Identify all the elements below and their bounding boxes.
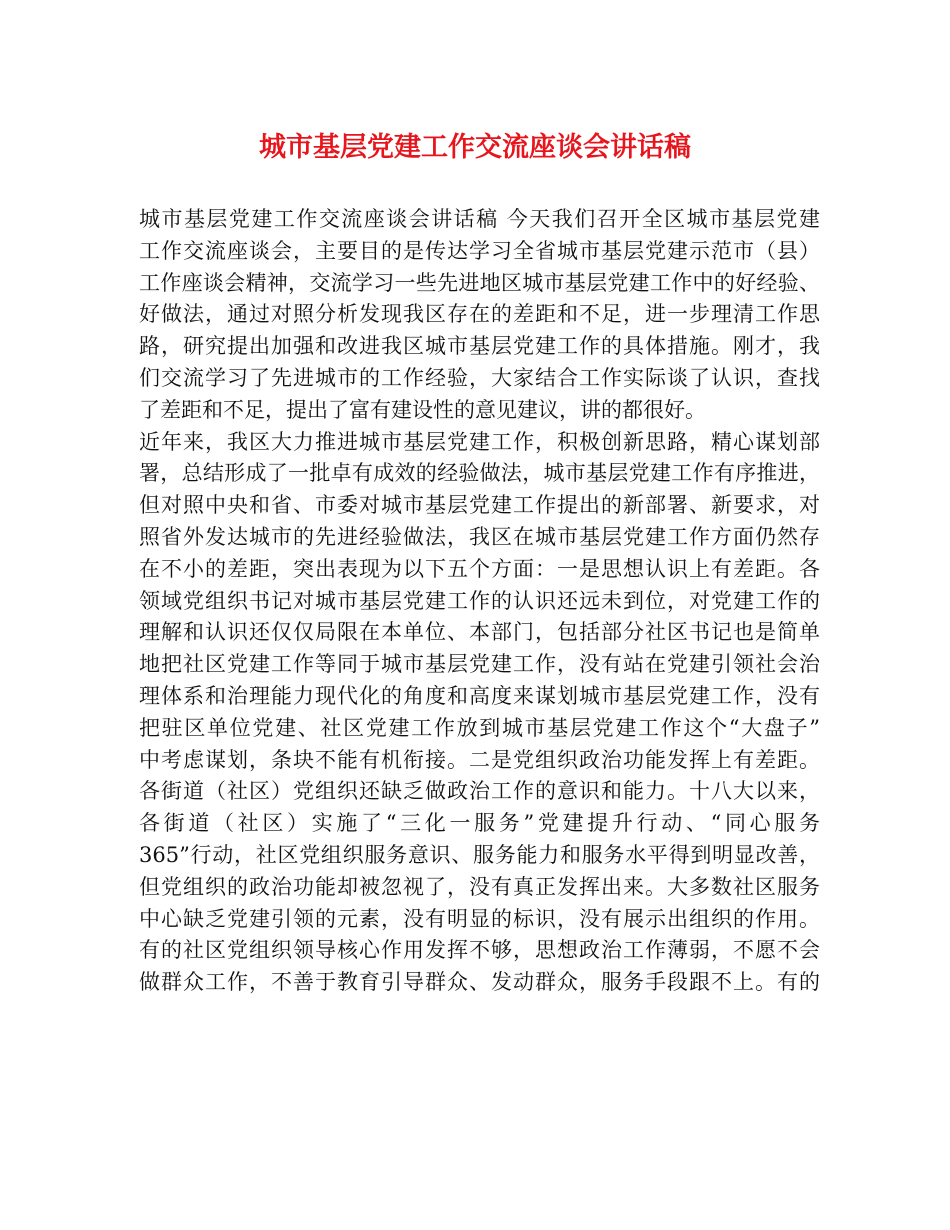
text-line: 好做法，通过对照分析发现我区存在的差距和不足，进一步理清工作思 xyxy=(139,302,820,327)
text-line: 各街道（社区）实施了“三化一服务”党建提升行动、“同心服务 xyxy=(139,811,820,836)
text-line: 做群众工作，不善于教育引导群众、发动群众，服务手段跟不上。有的 xyxy=(139,970,820,995)
text-line: 署，总结形成了一批卓有成效的经验做法，城市基层党建工作有序推进， xyxy=(139,461,820,486)
text-line: 理体系和治理能力现代化的角度和高度来谋划城市基层党建工作，没有 xyxy=(139,683,820,708)
paragraph-2 xyxy=(139,427,820,999)
text-line: 理解和认识还仅仅局限在本单位、本部门，包括部分社区书记也是简单 xyxy=(139,620,820,645)
text-line: 照省外发达城市的先进经验做法，我区在城市基层党建工作方面仍然存 xyxy=(139,524,820,549)
document-title: 城市基层党建工作交流座谈会讲话稿 xyxy=(259,132,691,163)
text-line: 们交流学习了先进城市的工作经验，大家结合工作实际谈了认识，查找 xyxy=(139,365,820,390)
text-line: 有的社区党组织领导核心作用发挥不够，思想政治工作薄弱，不愿不会 xyxy=(139,938,820,963)
text-line: 中考虑谋划，条块不能有机衔接。二是党组织政治功能发挥上有差距。 xyxy=(139,747,820,772)
text-line: 但对照中央和省、市委对城市基层党建工作提出的新部署、新要求，对 xyxy=(139,493,820,518)
text-line: 近年来，我区大力推进城市基层党建工作，积极创新思路，精心谋划部 xyxy=(139,429,820,454)
text-line: 各街道（社区）党组织还缺乏做政治工作的意识和能力。十八大以来， xyxy=(139,779,820,804)
text-line: 工作座谈会精神，交流学习一些先进地区城市基层党建工作中的好经验、 xyxy=(139,270,820,295)
text-line: 在不小的差距，突出表现为以下五个方面：一是思想认识上有差距。各 xyxy=(139,556,820,581)
text-line: 路，研究提出加强和改进我区城市基层党建工作的具体措施。刚才，我 xyxy=(139,334,820,359)
text-line: 但党组织的政治功能却被忽视了，没有真正发挥出来。大多数社区服务 xyxy=(139,874,820,899)
text-line: 领域党组织书记对城市基层党建工作的认识还远未到位，对党建工作的 xyxy=(139,588,820,613)
text-line: 了差距和不足，提出了富有建设性的意见建议，讲的都很好。 xyxy=(139,397,706,422)
text-line: 工作交流座谈会，主要目的是传达学习全省城市基层党建示范市（县） xyxy=(139,238,820,263)
text-line: 城市基层党建工作交流座谈会讲话稿 今天我们召开全区城市基层党建 xyxy=(139,207,820,231)
text-line: 365”行动，社区党组织服务意识、服务能力和服务水平得到明显改善， xyxy=(139,842,820,867)
document-body xyxy=(139,204,820,999)
paragraph-1 xyxy=(139,204,820,427)
text-line: 中心缺乏党建引领的元素，没有明显的标识，没有展示出组织的作用。 xyxy=(139,906,820,931)
text-line: 地把社区党建工作等同于城市基层党建工作，没有站在党建引领社会治 xyxy=(139,652,820,677)
text-line: 把驻区单位党建、社区党建工作放到城市基层党建工作这个“大盘子” xyxy=(139,715,820,740)
